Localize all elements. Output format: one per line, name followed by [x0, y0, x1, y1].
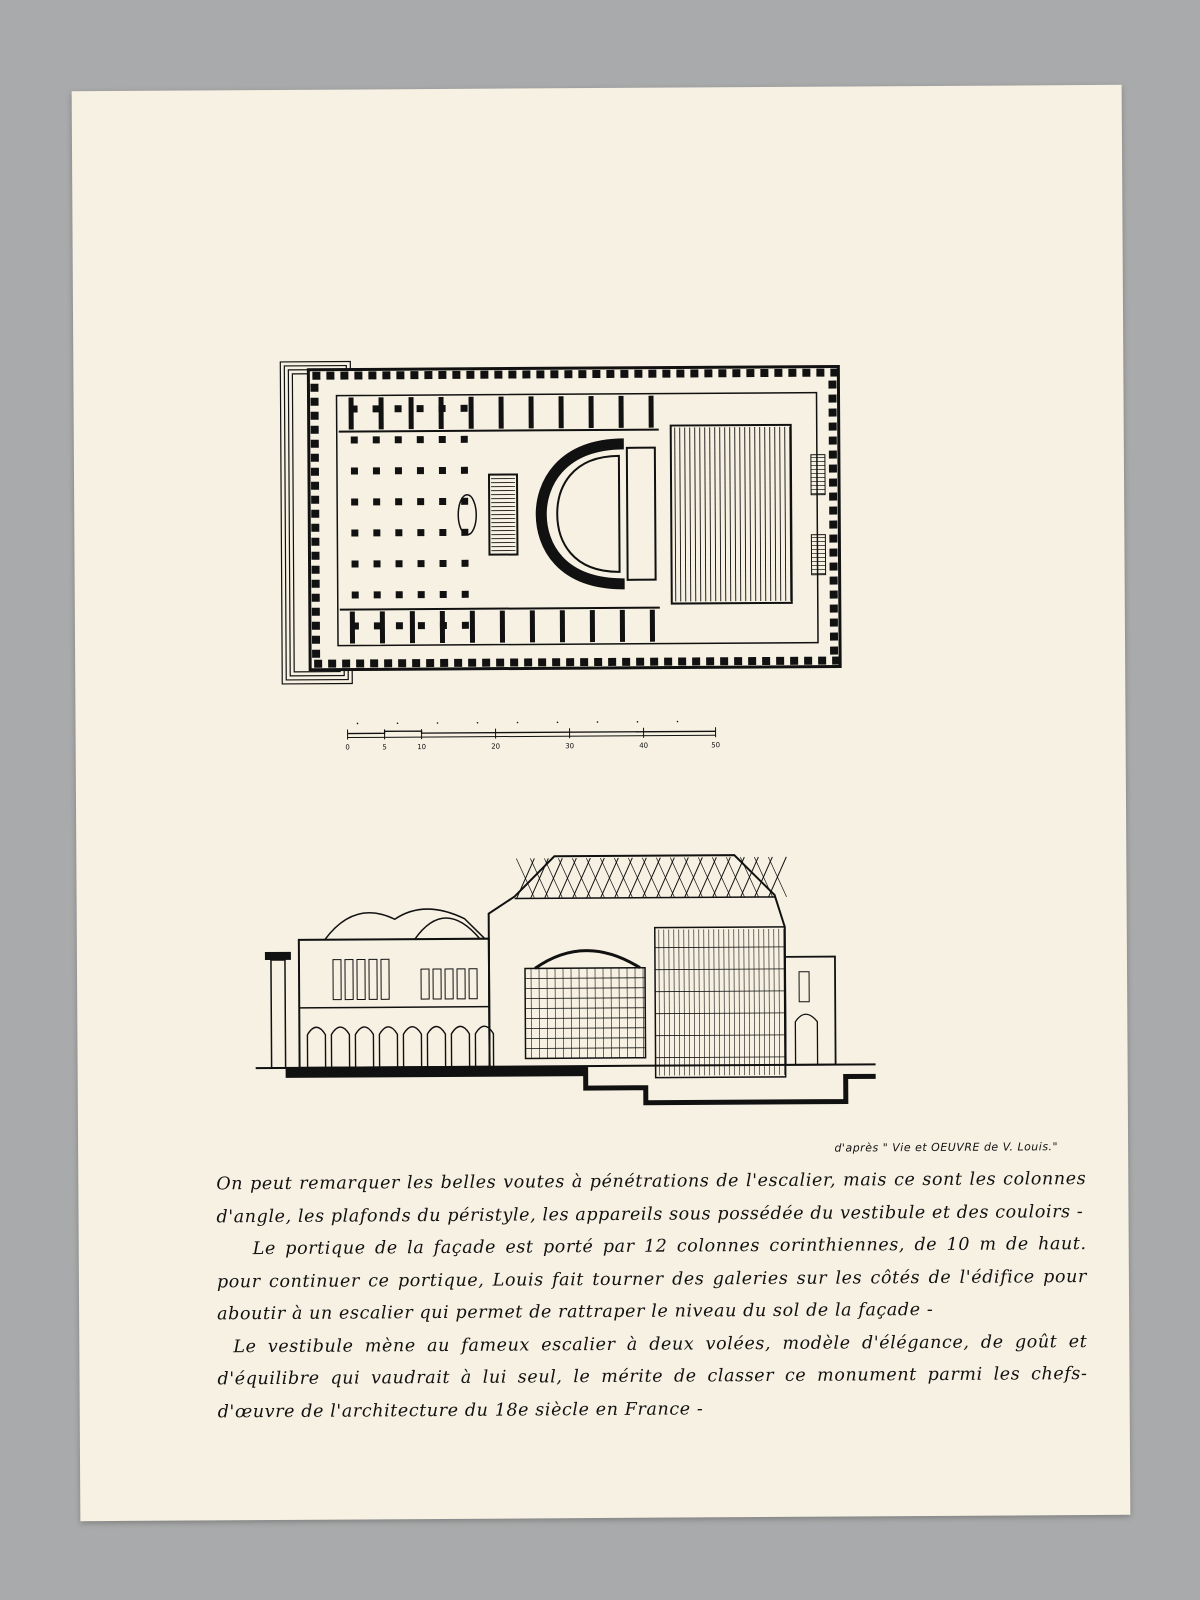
section-drawing	[254, 816, 906, 1120]
drawing-credit: d'après " Vie et OEUVRE de V. Louis."	[834, 1140, 1059, 1155]
floor-plan-drawing	[278, 354, 850, 687]
notes-paragraph-3: Le vestibule mène au fameux escalier à deux volées, modèle d'élégance, de goût et d'équilibre qui vaudrait à lui seul, le mérite de classer ce monument parmi les chefs-d'œuvre de l'architecture du 18e siècle en France -	[217, 1331, 1088, 1422]
plan-pier	[440, 659, 448, 667]
scale-tick-label: 20	[491, 742, 501, 751]
plan-pier	[829, 535, 837, 543]
plan-pier	[356, 659, 364, 667]
plan-pier	[312, 608, 320, 616]
plan-pier	[634, 370, 642, 378]
plan-pier	[312, 372, 320, 380]
section-stage-line	[764, 929, 765, 1075]
plan-pier	[732, 369, 740, 377]
plan-pier	[311, 440, 319, 448]
plan-pier	[311, 496, 319, 504]
plan-pier	[398, 659, 406, 667]
plan-column	[461, 467, 468, 474]
scale-dot	[557, 721, 559, 723]
section-right-pavilion	[785, 957, 836, 1065]
plan-partition	[470, 611, 475, 643]
plan-pier	[664, 658, 672, 666]
section-box-divider	[587, 968, 588, 1058]
section-arch	[355, 1027, 373, 1068]
plan-pier	[818, 657, 826, 665]
plan-pier	[648, 370, 656, 378]
section-stage-line	[774, 929, 775, 1075]
plan-pier	[524, 658, 532, 666]
section-arch	[427, 1026, 445, 1067]
plan-pier	[311, 398, 319, 406]
plan-pier	[594, 658, 602, 666]
section-column	[271, 960, 286, 1068]
section-ceiling-dome	[535, 950, 640, 968]
plan-pier	[412, 659, 420, 667]
plan-pier	[606, 370, 614, 378]
plan-pier	[829, 395, 837, 403]
plan-partition	[529, 396, 534, 428]
plan-column	[352, 560, 359, 567]
section-arch	[403, 1027, 421, 1068]
plan-column	[373, 529, 380, 536]
plan-column	[374, 560, 381, 567]
plan-column	[462, 560, 469, 567]
plan-partition	[589, 396, 594, 428]
plan-column	[396, 591, 403, 598]
plan-column	[418, 622, 425, 629]
plan-partition	[439, 397, 444, 429]
plan-pier	[438, 371, 446, 379]
scale-dot	[477, 722, 479, 724]
section-stage-line	[719, 929, 720, 1075]
plan-pier	[482, 659, 490, 667]
section-foundation	[586, 1064, 876, 1103]
scale-tick-label: 5	[382, 743, 387, 752]
scale-tick-label: 50	[711, 741, 721, 750]
plan-column	[373, 405, 380, 412]
plan-pier	[510, 659, 518, 667]
plan-pier	[620, 370, 628, 378]
section-stage-floor	[656, 1057, 786, 1058]
plan-pier	[384, 659, 392, 667]
plan-column	[395, 436, 402, 443]
plan-pier	[678, 657, 686, 665]
plan-partition	[499, 397, 504, 429]
plan-pier	[830, 619, 838, 627]
plan-column	[374, 591, 381, 598]
plan-partition	[469, 397, 474, 429]
section-arch	[307, 1027, 325, 1068]
section-stage-line	[749, 929, 750, 1075]
section-box-divider	[643, 968, 644, 1058]
section-window	[421, 969, 429, 999]
section-box-divider	[595, 968, 596, 1058]
plan-pier	[832, 657, 840, 665]
section-stage-line	[679, 930, 680, 1076]
plan-pier	[829, 451, 837, 459]
plan-column	[461, 405, 468, 412]
scale-tick-label: 0	[345, 743, 350, 752]
plan-pier	[312, 594, 320, 602]
section-stage-floor	[655, 969, 785, 970]
plan-pier	[312, 622, 320, 630]
plan-column	[440, 560, 447, 567]
scale-dot	[397, 722, 399, 724]
plan-partition	[590, 610, 595, 642]
plan-pier	[314, 660, 322, 668]
plan-pier	[426, 659, 434, 667]
plan-pier	[776, 657, 784, 665]
plan-pier	[552, 658, 560, 666]
plan-pier	[496, 659, 504, 667]
plan-pier	[326, 372, 334, 380]
section-arch	[331, 1027, 349, 1068]
plan-pier	[550, 370, 558, 378]
plan-column	[352, 591, 359, 598]
section-stage-line	[769, 929, 770, 1075]
scale-dot	[677, 721, 679, 723]
plan-partition	[649, 396, 654, 428]
plan-partition	[380, 611, 385, 643]
plan-pier	[578, 370, 586, 378]
scale-tick-label: 10	[417, 743, 427, 752]
plan-pier	[830, 647, 838, 655]
plan-pier	[830, 591, 838, 599]
scale-line	[348, 729, 716, 733]
section-window	[333, 960, 341, 1000]
section-window	[345, 960, 353, 1000]
section-window	[469, 969, 477, 999]
section-box-divider	[611, 968, 612, 1058]
plan-column	[373, 467, 380, 474]
plan-pier	[829, 507, 837, 515]
section-stage-floor	[655, 1035, 785, 1036]
plan-column	[351, 467, 358, 474]
section-stage-floor	[655, 1013, 785, 1014]
plan-partition	[620, 610, 625, 642]
plan-pier	[566, 658, 574, 666]
plan-column	[417, 436, 424, 443]
plan-column	[461, 436, 468, 443]
plan-pier	[829, 409, 837, 417]
plan-pier	[829, 437, 837, 445]
plan-pier	[762, 657, 770, 665]
plan-pier	[830, 369, 838, 377]
plan-pier	[676, 369, 684, 377]
plan-partition	[379, 397, 384, 429]
section-stage-line	[669, 930, 670, 1076]
section-stage-line	[754, 929, 755, 1075]
plan-pier	[354, 371, 362, 379]
plan-column	[439, 467, 446, 474]
section-stage-line	[709, 929, 710, 1075]
section-arch	[795, 1014, 817, 1065]
plan-pier	[328, 660, 336, 668]
scale-dot	[597, 721, 599, 723]
plan-pier	[466, 371, 474, 379]
plan-pier	[342, 660, 350, 668]
plan-pier	[662, 370, 670, 378]
section-capital	[265, 952, 291, 960]
plan-column	[373, 436, 380, 443]
plan-pier	[312, 580, 320, 588]
section-stage-line	[744, 929, 745, 1075]
plan-column	[395, 467, 402, 474]
plan-pier	[494, 371, 502, 379]
section-stage-line	[704, 929, 705, 1075]
section-floor	[299, 1007, 489, 1008]
plan-column	[351, 498, 358, 505]
plan-partition	[409, 397, 414, 429]
scale-tick-label: 40	[639, 741, 649, 750]
notes-paragraph-2: Le portique de la façade est porté par 12 colonnes corinthiennes, de 10 m de haut. pour continuer ce portique, Louis fait tourner des galeries sur les côtés de l'édifice pour aboutir à un escalier qui permet de rattraper le niveau du sol de la façade -	[216, 1234, 1087, 1325]
plan-pier	[816, 369, 824, 377]
plan-column	[462, 622, 469, 629]
plan-pier	[829, 423, 837, 431]
plan-pier	[622, 658, 630, 666]
section-stage-line	[689, 929, 690, 1075]
plan-pier	[311, 412, 319, 420]
plan-pier	[829, 479, 837, 487]
plan-column	[351, 529, 358, 536]
plan-pier	[311, 510, 319, 518]
section-stage-floor	[655, 947, 785, 948]
section-stage-line	[674, 930, 675, 1076]
plan-partition	[349, 398, 354, 430]
section-window	[369, 959, 377, 999]
plan-pier	[829, 493, 837, 501]
plan-pier	[311, 538, 319, 546]
plan-column	[373, 498, 380, 505]
plan-pier	[311, 468, 319, 476]
section-box-divider	[555, 968, 556, 1058]
plan-pier	[734, 657, 742, 665]
plan-column	[462, 591, 469, 598]
plan-column	[395, 498, 402, 505]
section-stage-line	[684, 929, 685, 1075]
plan-pier	[310, 384, 318, 392]
plan-column	[396, 622, 403, 629]
section-stage-line	[759, 929, 760, 1075]
handwritten-notes	[216, 1163, 1088, 1428]
plan-pier	[718, 369, 726, 377]
plan-partition	[619, 396, 624, 428]
plan-pier	[804, 657, 812, 665]
plan-pier	[720, 657, 728, 665]
plan-pier	[830, 605, 838, 613]
plan-column	[417, 405, 424, 412]
plan-column	[440, 591, 447, 598]
plan-pier	[830, 577, 838, 585]
plan-pier	[580, 658, 588, 666]
plan-partition	[530, 610, 535, 642]
plan-pier	[829, 521, 837, 529]
plan-column	[439, 529, 446, 536]
plan-pier	[311, 426, 319, 434]
section-stage-line	[659, 930, 660, 1076]
plan-pier	[311, 482, 319, 490]
section-stage-line	[714, 929, 715, 1075]
plan-pier	[829, 465, 837, 473]
plan-pier	[774, 369, 782, 377]
section-stage-line	[664, 930, 665, 1076]
plan-pier	[829, 549, 837, 557]
plan-pier	[312, 650, 320, 658]
section-stage-line	[779, 929, 780, 1075]
plan-pier	[480, 371, 488, 379]
section-window	[381, 959, 389, 999]
plan-pier	[311, 454, 319, 462]
plan-pier	[312, 566, 320, 574]
plan-pier	[454, 659, 462, 667]
scale-bar	[337, 717, 727, 759]
section-stage-line	[729, 929, 730, 1075]
section-stage-line	[724, 929, 725, 1075]
plan-pier	[706, 657, 714, 665]
section-window	[445, 969, 453, 999]
scale-dot	[437, 722, 439, 724]
scale-dot	[517, 722, 519, 724]
plan-pier	[538, 658, 546, 666]
plan-column	[439, 436, 446, 443]
section-stage-line	[699, 929, 700, 1075]
scale-tick-label: 30	[565, 742, 575, 751]
plan-column	[395, 529, 402, 536]
plan-pier	[788, 369, 796, 377]
paper-sheet	[72, 85, 1131, 1521]
section-box-divider	[531, 968, 532, 1058]
section-window	[433, 969, 441, 999]
plan-pier	[312, 636, 320, 644]
plan-column	[439, 498, 446, 505]
plan-pier	[370, 659, 378, 667]
section-box-divider	[627, 968, 628, 1058]
plan-pier	[650, 658, 658, 666]
scale-line	[348, 735, 716, 737]
plan-partition	[559, 396, 564, 428]
section-dome	[415, 918, 480, 939]
section-window	[357, 959, 365, 999]
plan-column	[374, 622, 381, 629]
plan-pier	[830, 563, 838, 571]
plan-pier	[410, 371, 418, 379]
plan-pier	[608, 658, 616, 666]
section-box-divider	[571, 968, 572, 1058]
plan-pier	[396, 371, 404, 379]
plan-pier	[311, 552, 319, 560]
section-box-divider	[635, 968, 636, 1058]
section-arch	[475, 1026, 493, 1067]
section-vestibule	[299, 939, 490, 1068]
plan-pier	[564, 370, 572, 378]
section-box-divider	[563, 968, 564, 1058]
scale-dot	[637, 721, 639, 723]
plan-pier	[311, 524, 319, 532]
plan-pier	[340, 372, 348, 380]
plan-pier	[828, 381, 836, 389]
plan-column	[418, 591, 425, 598]
plan-column	[396, 560, 403, 567]
plan-partition	[410, 611, 415, 643]
plan-partition	[560, 610, 565, 642]
plan-pier	[536, 370, 544, 378]
plan-column	[417, 467, 424, 474]
plan-pier	[790, 657, 798, 665]
plan-partition	[650, 610, 655, 642]
section-window	[799, 972, 809, 1002]
plan-pier	[508, 371, 516, 379]
plan-pier	[704, 369, 712, 377]
plan-pier	[746, 369, 754, 377]
plan-partition	[350, 612, 355, 644]
plan-partition	[500, 611, 505, 643]
plan-pier	[748, 657, 756, 665]
plan-pier	[830, 633, 838, 641]
plan-pier	[802, 369, 810, 377]
notes-paragraph-1: On peut remarquer les belles voutes à pénétrations de l'escalier, mais ce sont les colonnes d'angle, les plafonds du péristyle, les appareils sous possédée du vestibule et des couloirs -	[216, 1169, 1087, 1227]
plan-pier	[522, 370, 530, 378]
plan-column	[417, 529, 424, 536]
section-box-divider	[547, 968, 548, 1058]
scale-dot	[357, 723, 359, 725]
section-stage-line	[734, 929, 735, 1075]
plan-column	[417, 498, 424, 505]
plan-pier	[636, 658, 644, 666]
section-box-divider	[619, 968, 620, 1058]
plan-pier	[382, 371, 390, 379]
section-stage-floor	[655, 991, 785, 992]
section-arch	[451, 1026, 469, 1067]
section-window	[457, 969, 465, 999]
plan-partition	[440, 611, 445, 643]
section-stage-line	[739, 929, 740, 1075]
plan-pier	[690, 369, 698, 377]
plan-column	[395, 405, 402, 412]
section-box-divider	[579, 968, 580, 1058]
section-box-divider	[603, 968, 604, 1058]
plan-pier	[692, 657, 700, 665]
plan-column	[351, 436, 358, 443]
plan-pier	[368, 371, 376, 379]
plan-pier	[468, 659, 476, 667]
plan-pier	[452, 371, 460, 379]
section-stage-line	[694, 929, 695, 1075]
section-box-divider	[539, 968, 540, 1058]
plan-pier	[424, 371, 432, 379]
plan-pier	[592, 370, 600, 378]
section-roof-tie	[515, 897, 775, 899]
plan-pier	[760, 369, 768, 377]
plan-column	[418, 560, 425, 567]
section-arch	[379, 1027, 397, 1068]
section-vault	[325, 909, 485, 940]
